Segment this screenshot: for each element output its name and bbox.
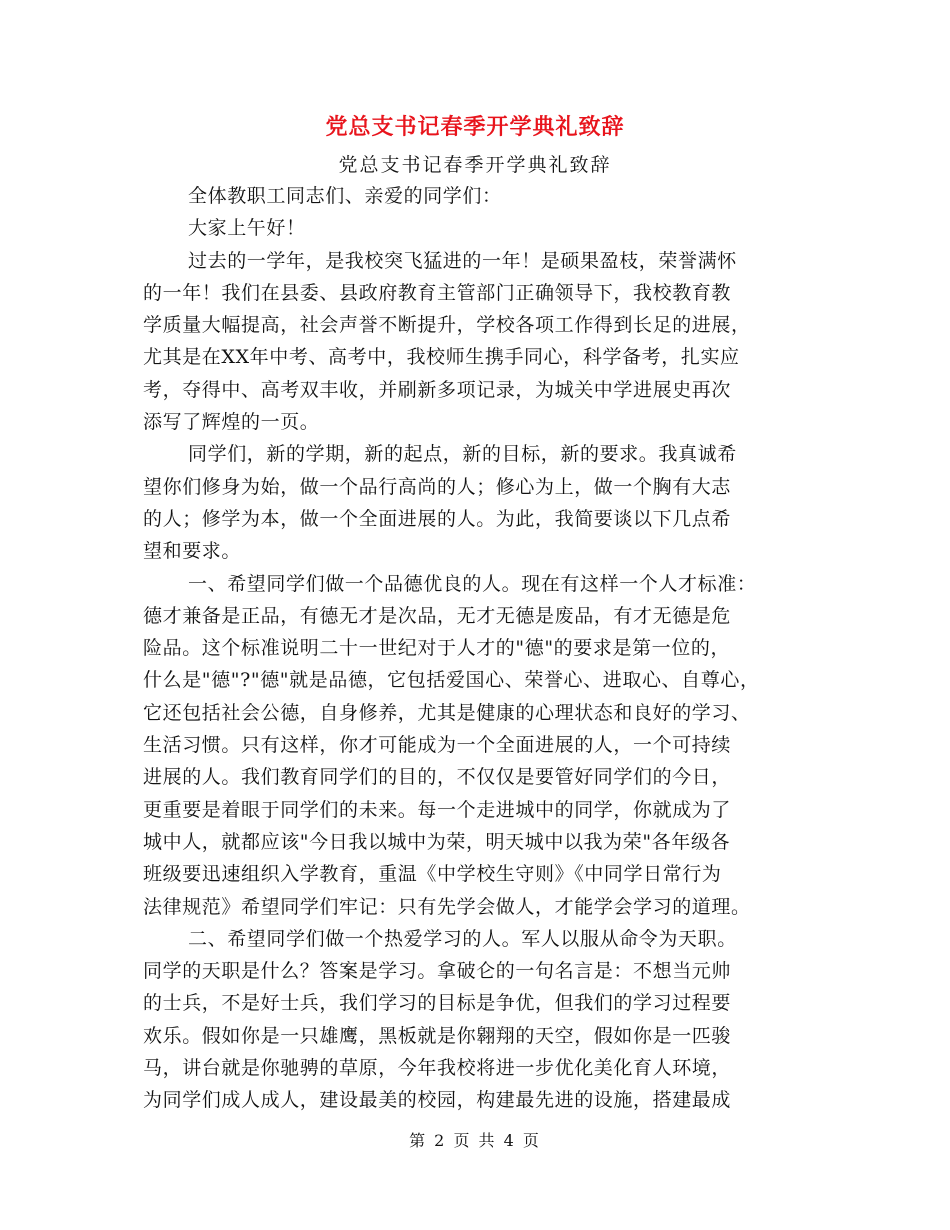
text-line: 什么是"德"?"德"就是品德，它包括爱国心、荣誉心、进取心、自尊心， <box>143 669 760 692</box>
text-line: 考，夺得中、高考双丰收，并刷新多项记录，为城关中学进展史再次 <box>143 378 732 401</box>
text-line: 一、希望同学们做一个品德优良的人。现在有这样一个人才标准： <box>188 572 757 595</box>
text-line: 法律规范》希望同学们牢记：只有先学会做人，才能学会学习的道理。 <box>143 895 751 918</box>
page-number-footer: 第 2 页 共 4 页 <box>409 1131 541 1150</box>
text-line: 进展的人。我们教育同学们的目的，不仅仅是要管好同学们的今日， <box>143 766 732 789</box>
text-line: 同学们，新的学期，新的起点，新的目标，新的要求。我真诚希 <box>188 443 737 466</box>
text-line: 二、希望同学们做一个热爱学习的人。军人以服从命令为天职。 <box>188 927 737 950</box>
text-line: 全体教职工同志们、亲爱的同学们： <box>188 185 502 207</box>
document-subtitle: 党总支书记春季开学典礼致辞 <box>338 154 612 176</box>
text-line: 更重要是着眼于同学们的未来。每一个走进城中的同学，你就成为了 <box>143 798 732 821</box>
text-line: 过去的一学年，是我校突飞猛进的一年！是硕果盈枝，荣誉满怀 <box>188 249 737 272</box>
text-line: 班级要迅速组织入学教育，重温《中学校生守则》《中同学日常行为 <box>143 863 722 886</box>
text-line: 城中人，就都应该"今日我以城中为荣，明天城中以我为荣"各年级各 <box>143 830 731 853</box>
text-line: 同学的天职是什么？答案是学习。拿破仑的一句名言是：不想当元帅 <box>143 960 732 983</box>
text-line: 望和要求。 <box>143 540 242 563</box>
text-line: 大家上午好！ <box>188 217 306 240</box>
text-line: 德才兼备是正品，有德无才是次品，无才无德是废品，有才无德是危 <box>143 604 732 627</box>
text-line: 添写了辉煌的一页。 <box>143 411 320 434</box>
text-line: 的士兵，不是好士兵，我们学习的目标是争优，但我们的学习过程要 <box>143 992 732 1015</box>
document-body <box>143 180 815 1117</box>
document-title: 党总支书记春季开学典礼致辞 <box>325 114 625 140</box>
text-line: 生活习惯。只有这样，你才可能成为一个全面进展的人，一个可持续 <box>143 734 732 757</box>
text-line: 为同学们成人成人，建设最美的校园，构建最先进的设施，搭建最成 <box>143 1089 732 1112</box>
text-line: 的一年！我们在县委、县政府教育主管部门正确领导下，我校教育教 <box>143 281 732 304</box>
text-line: 险品。这个标准说明二十一世纪对于人才的"德"的要求是第一位的， <box>143 637 731 660</box>
text-line: 的人；修学为本，做一个全面进展的人。为此，我简要谈以下几点希 <box>143 507 732 530</box>
text-line: 望你们修身为始，做一个品行高尚的人；修心为上，做一个胸有大志 <box>143 475 732 498</box>
text-line: 尤其是在XX年中考、高考中，我校师生携手同心，科学备考，扎实应 <box>143 346 740 369</box>
text-line: 它还包括社会公德，自身修养，尤其是健康的心理状态和良好的学习、 <box>143 701 751 724</box>
text-line: 欢乐。假如你是一只雄鹰，黑板就是你翱翔的天空，假如你是一匹骏 <box>143 1024 732 1047</box>
text-line: 学质量大幅提高，社会声誉不断提升，学校各项工作得到长足的进展， <box>143 314 751 337</box>
text-line: 马，讲台就是你驰骋的草原，今年我校将进一步优化美化育人环境， <box>143 1057 732 1080</box>
